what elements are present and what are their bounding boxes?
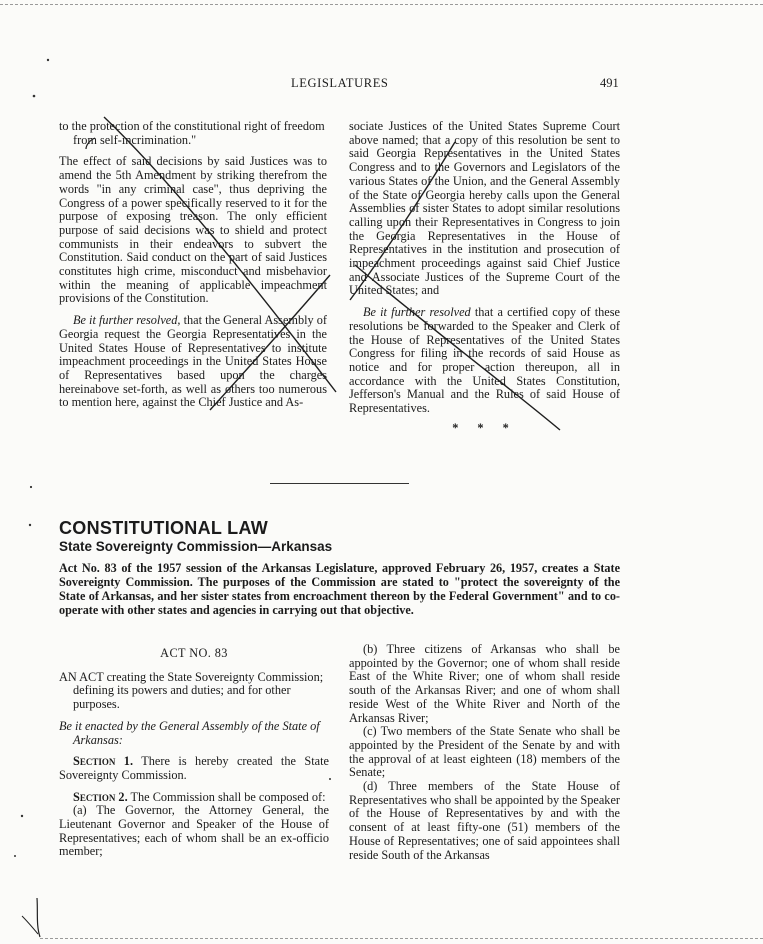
section-2-b: (b) Three citizens of Arkansas who shall be appointed by the Governor; one of whom shall reside East of the White River; one of whom shall reside south of the Arkansas River; and one of whom shall reside West of the White River and North of the Arkansas River; (349, 642, 620, 725)
section-2-label: Section 2. (73, 789, 128, 804)
bottom-dashed-border (40, 938, 763, 939)
resolved-text: that the General Assembly of Georgia request the Georgia Representatives in the United States House of Representatives to institute impeachment proceedings in the United States House of Representatives based upon the charges hereinabove set-forth, as well as others too numerous to mention here, against the Chief Justice and As- (59, 313, 328, 410)
section-summary: Act No. 83 of the 1957 session of the Arkansas Legislature, approved February 26, 1957, creates a State Sovereignty Commission. The purposes of the Commission are stated to "protect the sovereignty of the State of Arkansas, and her sister states from encroachment thereon by the Federal Government" and to co-operate with other states and agencies in carrying out that objective. (59, 561, 620, 617)
section-2-d: (d) Three members of the State House of Representatives who shall be appointed by the Speaker of the House of Representatives by and with the consent of at least fifty-one (51) members of the House of Representatives; one of said appointees shall reside South of the Arkansas (349, 779, 620, 862)
top-dashed-border (0, 4, 763, 5)
act-title: AN ACT creating the State Sovereignty Commission; defining its powers and duties; and for other purposes. (59, 669, 324, 712)
resolved-text-2: that a certified copy of these resolutions be forwarded to the Speaker and Clerk of the House of Representatives of the United States Congress for filing in the records of said House as notice and for proper action thereupon, all in accordance with the United States Constitution, Jefferson's Manual and the Rules of said House of Representatives. (349, 305, 620, 416)
section-divider (270, 483, 409, 484)
running-head: LEGISLATURES (291, 76, 389, 90)
section-2-text: The Commission shall be composed of: (127, 789, 326, 804)
page-number: 491 (600, 76, 619, 90)
further-resolved-paragraph (59, 314, 327, 410)
margin-line (37, 898, 40, 937)
speck-2 (33, 95, 36, 98)
upper-left-column (59, 120, 327, 418)
section-2 (59, 791, 329, 805)
upper-right-column (349, 120, 620, 435)
continuation-paragraph: sociate Justices of the United States Supreme Court above named; that a copy of this resolution be sent to said Georgia Representatives in the United States Congress and to the Governors and Legislators of the various States of the Union, and the General Assembly of the State of Georgia hereby calls upon the General Assemblies of sister States to adopt similar resolutions calling upon their Representatives in Congress to join the Georgia Representatives in the House of Representatives in the institution and prosecution of impeachment proceedings against said Chief Justice and Associate Justices of the Supreme Court of the United States; and (349, 119, 620, 298)
speck-4 (29, 524, 31, 526)
speck-6 (14, 855, 16, 857)
section-2-c: (c) Two members of the State Senate who shall be appointed by the President of the Senate by and with the approval of at least eighteen (18) members of the Senate; (349, 724, 620, 780)
quote-continuation: to the protection of the constitutional right of freedom from self-incrimination." (59, 119, 325, 147)
section-2-a: (a) The Governor, the Attorney General, the Lieutenant Governor and Speaker of the House of Representatives; each of whom shall be an ex-officio member; (59, 803, 329, 859)
section-1-text: There is hereby created the State Sovereignty Commission. (59, 754, 329, 782)
speck-3 (30, 486, 32, 488)
section-1 (59, 755, 329, 782)
margin-tick (22, 916, 38, 934)
speck-1 (47, 59, 49, 61)
lower-right-column (349, 643, 620, 870)
effect-paragraph: The effect of said decisions by said Justices was to amend the 5th Amendment by striking therefrom the words "in any criminal case", thus depriving the Congress of a power specifically reserved to it for the purpose of exposing treason. The only efficient purpose of said decisions was to shield and protect communists in their endeavors to subvert the Constitution. Said conduct on the part of said Justices constitutes high crime, misconduct and misbehavior within the meaning of applicable impeachment provisions of the Constitution. (59, 154, 327, 306)
second-resolved-paragraph (349, 306, 620, 416)
lower-left-column (59, 643, 329, 867)
resolved-lead-2: Be it further resolved (363, 305, 471, 320)
speck-7 (329, 778, 331, 780)
enacting-clause: Be it enacted by the General Assembly of the State of Arkansas: (59, 718, 320, 747)
speck-5 (21, 815, 23, 817)
section-1-label: Section 1. (73, 754, 134, 769)
section-subtitle: State Sovereignty Commission—Arkansas (59, 539, 333, 554)
section-title: CONSTITUTIONAL LAW (59, 518, 269, 538)
resolved-lead: Be it further resolved, (73, 313, 181, 328)
act-heading: ACT NO. 83 (160, 646, 228, 660)
section-stars: * * * (452, 420, 517, 435)
